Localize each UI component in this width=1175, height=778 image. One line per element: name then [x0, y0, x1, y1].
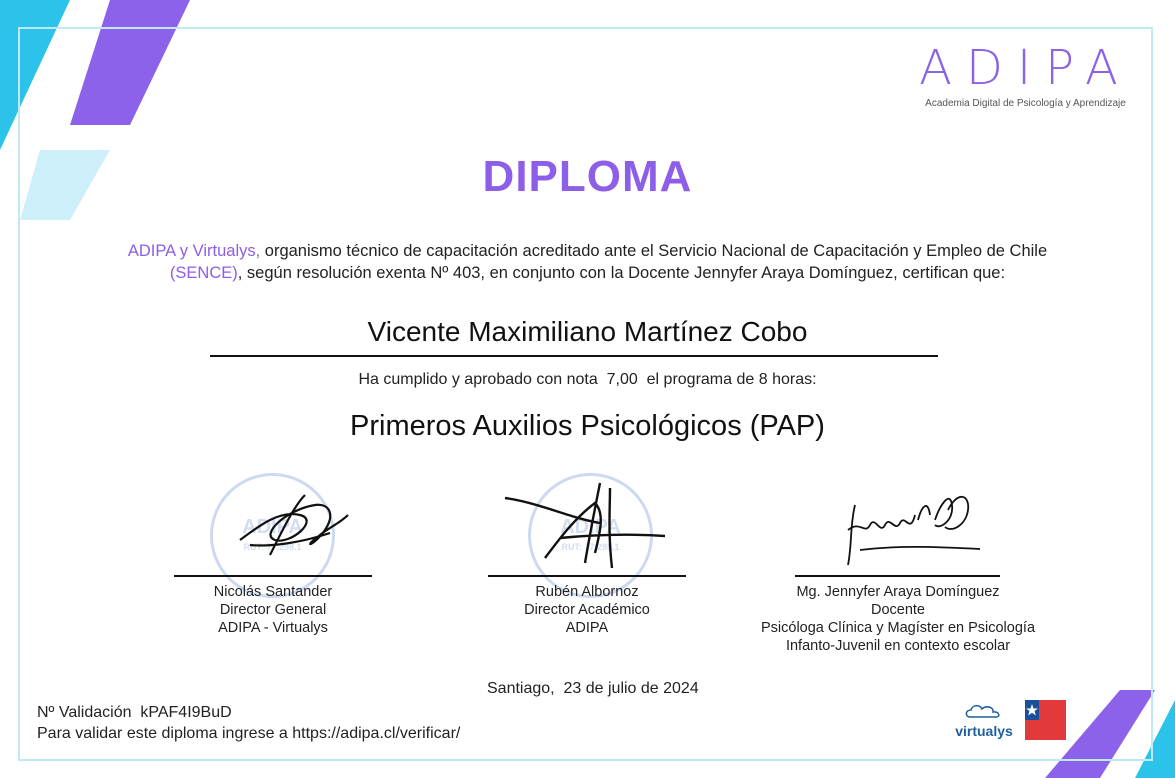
signature-line-1 — [174, 575, 372, 577]
stamp-rut: RUT: 77.298.1 — [561, 542, 620, 552]
signatory-1 — [173, 583, 373, 637]
signatory-role: Director Académico — [524, 602, 650, 618]
validation-label: Nº Validación — [37, 704, 132, 721]
signatory-role: Director General — [219, 602, 327, 618]
diploma-title: DIPLOMA — [482, 152, 693, 201]
adipa-logo — [918, 42, 1133, 109]
intro-sence: (SENCE) — [169, 264, 238, 282]
signatory-name: Nicolás Santander — [213, 584, 333, 600]
signature-line-3 — [795, 575, 1000, 577]
signatory-role: Docente — [870, 602, 925, 618]
virtualys-logo — [946, 704, 1022, 739]
place-city: Santiago, — [487, 680, 555, 697]
signatory-specialty: Infanto-Juvenil en contexto escolar — [785, 638, 1011, 654]
course-title: Primeros Auxilios Psicológicos (PAP) — [350, 410, 825, 442]
signatory-2 — [487, 583, 687, 637]
name-underline — [210, 355, 938, 357]
validation-code: kPAF4I9BuD — [140, 704, 232, 721]
stamp-rut: RUT: 77.298.1 — [243, 542, 302, 552]
signatory-title: Psicóloga Clínica y Magíster en Psicología — [760, 620, 1036, 636]
signatory-org: ADIPA - Virtualys — [218, 620, 328, 636]
stamp-text: ADIPA — [242, 516, 303, 538]
cloud-icon — [964, 704, 1004, 718]
validation-instructions: Para validar este diploma ingrese a — [37, 725, 288, 742]
student-name: Vicente Maximiliano Martínez Cobo — [367, 316, 808, 347]
signatory-name: Rubén Albornoz — [535, 584, 639, 600]
signatory-org: ADIPA — [565, 620, 609, 636]
intro-paragraph — [95, 240, 1080, 284]
sence-government-logo — [1025, 700, 1066, 740]
approval-suffix: el programa de 8 horas: — [646, 371, 817, 388]
place-and-date — [487, 680, 699, 698]
validation-url[interactable]: https://adipa.cl/verificar/ — [292, 725, 461, 742]
intro-text-2: , según resolución exenta Nº 403, en conjunto con la Docente Jennyfer Araya Domínguez, certifican que: — [237, 264, 1006, 282]
approval-prefix: Ha cumplido y aprobado con nota — [358, 371, 598, 388]
logo-wordmark: ADIPA — [919, 40, 1132, 96]
signatory-name: Mg. Jennyfer Araya Domínguez — [796, 584, 1000, 600]
virtualys-wordmark: virtualys — [955, 723, 1013, 739]
approval-grade: 7,00 — [606, 371, 638, 388]
stamp-text: ADIPA — [560, 516, 621, 538]
signatory-3 — [740, 583, 1056, 655]
signature-santander — [230, 485, 360, 570]
issue-date: 23 de julio de 2024 — [563, 680, 699, 697]
signature-araya — [840, 485, 990, 570]
signature-line-2 — [488, 575, 686, 577]
intro-text-1: organismo técnico de capacitación acreditado ante el Servicio Nacional de Capacitación y Empleo de Chile — [260, 242, 1048, 260]
signature-albornoz — [500, 478, 670, 578]
logo-subtitle: Academia Digital de Psicología y Aprendizaje — [925, 98, 1126, 109]
validation-info — [37, 702, 460, 744]
approval-line — [0, 371, 1175, 389]
intro-org: ADIPA y Virtualys, — [127, 242, 261, 260]
